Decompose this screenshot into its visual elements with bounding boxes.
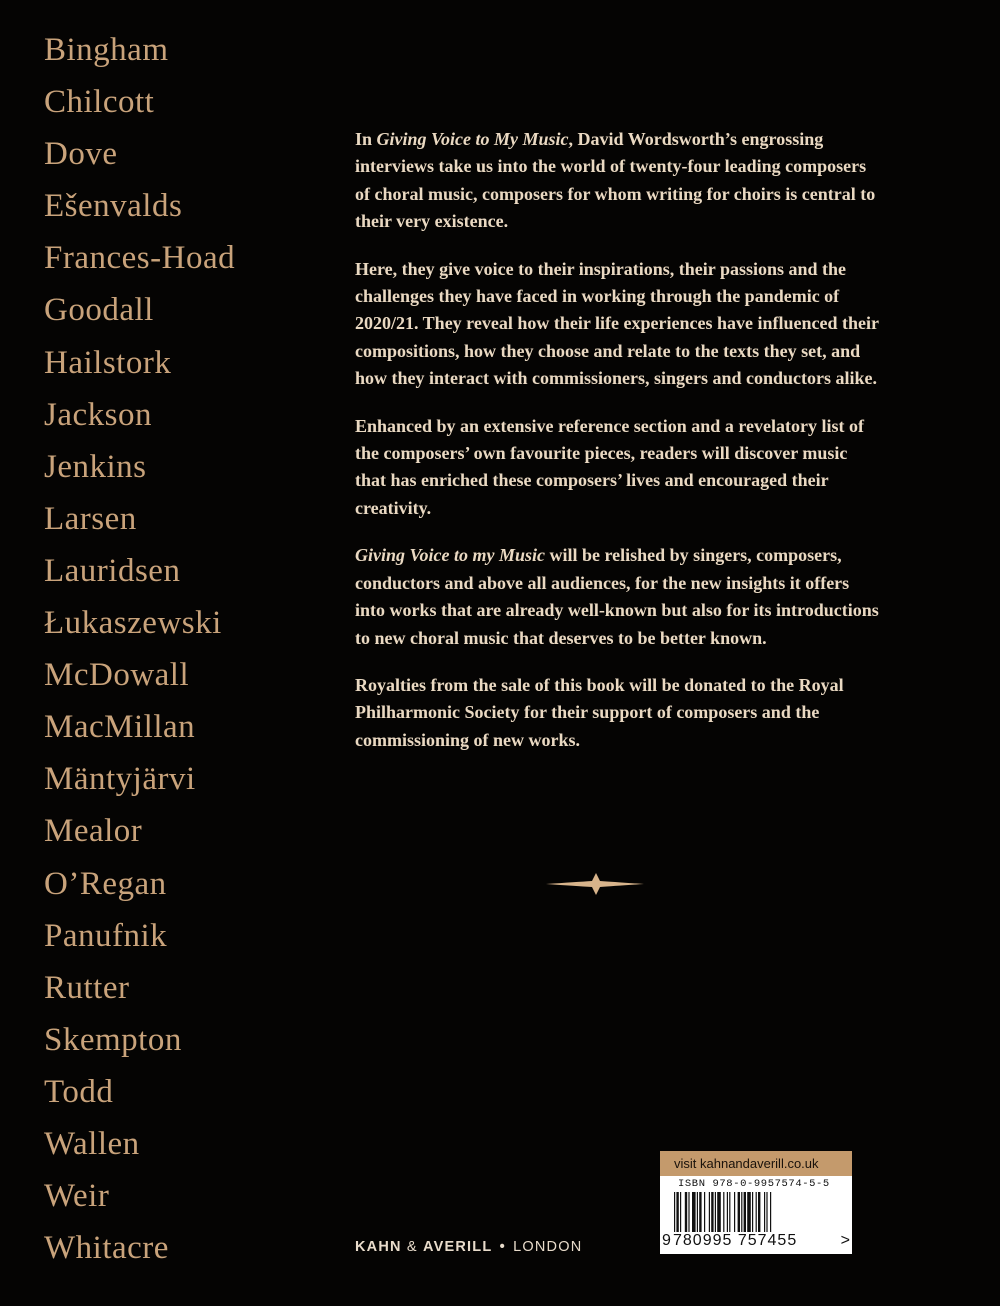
- composer-name: Larsen: [44, 500, 137, 537]
- isbn-number: ISBN 978-0-9957574-5-5: [678, 1178, 830, 1190]
- composer-name: Hailstork: [44, 344, 172, 381]
- composer-name: Ešenvalds: [44, 188, 183, 225]
- composer-name: Goodall: [44, 292, 154, 329]
- composer-name: Whitacre: [44, 1230, 169, 1267]
- composer-name: O’Regan: [44, 865, 167, 902]
- composer-name: Wallen: [44, 1125, 140, 1162]
- barcode-end-mark: >: [840, 1232, 850, 1249]
- blurb-paragraph-3: Enhanced by an extensive reference section and a revelatory list of the composers’ own favourite pieces, readers will discover music that has enriched these composers’ lives and encouraged their creativity.: [355, 415, 864, 518]
- composer-name: Weir: [44, 1178, 110, 1215]
- composer-name: Mäntyjärvi: [44, 761, 196, 798]
- isbn-barcode: [660, 1176, 852, 1254]
- barcode-lead-digit: 9: [662, 1232, 671, 1249]
- blurb-paragraph-5: Royalties from the sale of this book will be donated to the Royal Philharmonic Society for their support of composers and the commissioning of new works.: [355, 674, 844, 750]
- composer-name: Jackson: [44, 396, 152, 433]
- blurb-paragraph-1: In Giving Voice to My Music, David Wordsworth’s engrossing interviews take us into the world of twenty-four leading composers of choral music, composers for whom writing for choirs is central to their very existence.: [355, 129, 876, 232]
- composer-name: McDowall: [44, 657, 190, 694]
- composer-name: Dove: [44, 136, 118, 173]
- composer-name: Bingham: [44, 32, 169, 68]
- barcode-panel: [660, 1151, 852, 1254]
- ornament-divider-icon: [546, 872, 644, 901]
- composer-name: Panufnik: [44, 917, 168, 954]
- composer-name: Rutter: [44, 969, 130, 1006]
- book-title-italic: Giving Voice to My Music: [376, 129, 569, 149]
- blurb-paragraph-2: Here, they give voice to their inspirations, their passions and the challenges they have faced in working through the pandemic of 2020/21. They reveal how their life experiences have influenced their compositions, how they choose and relate to the texts they set, and how they interact with commissioners, singers and conductors alike.: [355, 258, 879, 389]
- composer-name: Lauridsen: [44, 552, 181, 589]
- barcode-bars: [660, 1192, 852, 1236]
- composer-name: Skempton: [44, 1021, 182, 1058]
- publisher-imprint: KAHN & AVERILL • LONDON: [355, 1239, 583, 1255]
- composer-name: Frances-Hoad: [44, 240, 236, 277]
- composer-list: [44, 24, 235, 1274]
- composer-name: MacMillan: [44, 709, 196, 746]
- composer-name: Jenkins: [44, 448, 147, 485]
- composer-name: Chilcott: [44, 84, 155, 121]
- back-cover-blurb: [355, 126, 880, 774]
- barcode-digits: 780995 757455: [673, 1232, 798, 1249]
- composer-name: Mealor: [44, 813, 143, 850]
- publisher-website: visit kahnandaverill.co.uk: [660, 1151, 852, 1176]
- composer-name: Todd: [44, 1073, 114, 1110]
- blurb-paragraph-4: Giving Voice to my Music will be relished by singers, composers, conductors and above all audiences, for the new insights it offers into works that are already well-known but also for its introductions to new choral music that deserves to be better known.: [355, 545, 879, 648]
- book-title-italic: Giving Voice to my Music: [355, 545, 545, 566]
- composer-name: Łukaszewski: [44, 605, 222, 642]
